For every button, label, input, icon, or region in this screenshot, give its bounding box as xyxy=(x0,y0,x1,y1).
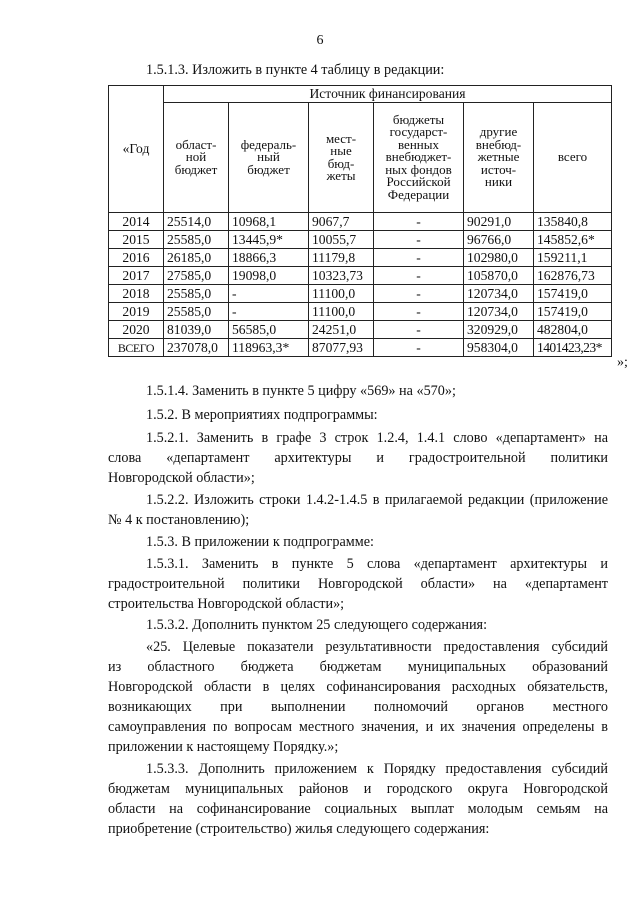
year-cell: 2017 xyxy=(109,267,164,285)
text-line: области на софинансирование социальных выплат молодым семьям на xyxy=(108,801,608,817)
other-cell: 96766,0 xyxy=(464,231,534,249)
year-cell: 2016 xyxy=(109,249,164,267)
federal-cell: 18866,3 xyxy=(229,249,309,267)
local-cell: 10323,73 xyxy=(309,267,374,285)
table-row xyxy=(109,339,612,357)
funds-cell: - xyxy=(374,249,464,267)
total-cell: 157419,0 xyxy=(534,303,612,321)
year-cell: 2019 xyxy=(109,303,164,321)
total-cell: 157419,0 xyxy=(534,285,612,303)
table-closing-quote: »; xyxy=(617,355,628,370)
other-cell: 105870,0 xyxy=(464,267,534,285)
text-line: строительства Новгородской области»; xyxy=(108,596,345,612)
regional-cell: 81039,0 xyxy=(164,321,229,339)
other-cell: 102980,0 xyxy=(464,249,534,267)
regional-cell: 25585,0 xyxy=(164,303,229,321)
other-cell: 120734,0 xyxy=(464,285,534,303)
table-row xyxy=(109,249,612,267)
header-source: Источник финансирования xyxy=(164,86,612,103)
funds-cell: - xyxy=(374,231,464,249)
local-cell: 87077,93 xyxy=(309,339,374,357)
table-row xyxy=(109,321,612,339)
other-cell: 320929,0 xyxy=(464,321,534,339)
regional-cell: 25585,0 xyxy=(164,231,229,249)
total-cell: 145852,6* xyxy=(534,231,612,249)
funds-cell: - xyxy=(374,303,464,321)
local-cell: 9067,7 xyxy=(309,213,374,231)
header-local xyxy=(309,103,374,213)
text-line: 1.5.3.2. Дополнить пунктом 25 следующего содержания: xyxy=(146,617,488,633)
total-cell: 482804,0 xyxy=(534,321,612,339)
text-line: «25. Целевые показатели результативности предоставления субсидий xyxy=(146,639,608,655)
text-line: Новгородской области»; xyxy=(108,470,255,486)
local-cell: 24251,0 xyxy=(309,321,374,339)
header-federal-text: федераль- ный бюджет xyxy=(240,136,297,177)
funds-cell: - xyxy=(374,321,464,339)
funds-cell: - xyxy=(374,285,464,303)
year-cell: 2014 xyxy=(109,213,164,231)
header-regional-text: област- ной бюджет xyxy=(174,136,218,177)
text-line: 1.5.3.1. Заменить в пункте 5 слова «департамент архитектуры и xyxy=(146,556,608,572)
federal-cell: 56585,0 xyxy=(229,321,309,339)
other-cell: 120734,0 xyxy=(464,303,534,321)
regional-cell: 25585,0 xyxy=(164,285,229,303)
text-line: из областного бюджета бюджетам муниципальных образований xyxy=(108,659,608,675)
local-cell: 11100,0 xyxy=(309,285,374,303)
financing-table xyxy=(108,85,612,357)
total-cell: 162876,73 xyxy=(534,267,612,285)
table-row xyxy=(109,285,612,303)
total-cell: 135840,8 xyxy=(534,213,612,231)
total-cell: 1401423,23* xyxy=(534,339,612,357)
federal-cell: - xyxy=(229,285,309,303)
page-number: 6 xyxy=(316,33,324,48)
local-cell: 11100,0 xyxy=(309,303,374,321)
text-line: 1.5.3.3. Дополнить приложением к Порядку предоставления субсидий xyxy=(146,761,608,777)
regional-cell: 27585,0 xyxy=(164,267,229,285)
text-line: 1.5.3. В приложении к подпрограмме: xyxy=(146,534,374,550)
text-line: приложении к настоящему Порядку.»; xyxy=(108,739,339,755)
other-cell: 958304,0 xyxy=(464,339,534,357)
header-other xyxy=(464,103,534,213)
text-line: бюджетам муниципальных районов и городского округа Новгородской xyxy=(108,781,608,797)
text-line: градостроительной политики Новгородской области» на «департамент xyxy=(108,576,608,592)
header-year: «Год xyxy=(109,86,164,213)
text-line: возникающих при выполнении полномочий органов местного xyxy=(108,699,608,715)
text-line: 1.5.2.1. Заменить в графе 3 строк 1.2.4, 1.4.1 слово «департамент» на xyxy=(146,430,608,446)
header-local-text: мест- ные бюд- жеты xyxy=(325,130,357,183)
text-line: приобретение (строительство) жилья следующего содержания: xyxy=(108,821,490,837)
text-line: 1.5.1.4. Заменить в пункте 5 цифру «569» на «570»; xyxy=(146,383,456,399)
year-cell: 2015 xyxy=(109,231,164,249)
federal-cell: - xyxy=(229,303,309,321)
header-total-text: всего xyxy=(557,149,588,165)
header-funds-text: бюджеты государст- венных внебюджет- ных фондов Российской Федерации xyxy=(385,111,452,202)
text-line: слова «департамент архитектуры и градостроительной политики xyxy=(108,450,608,466)
text-line: самоуправления по вопросам местного значения, и их значения определены в xyxy=(108,719,608,735)
header-other-text: другие внебюд- жетные источ- ники xyxy=(475,124,522,190)
header-funds xyxy=(374,103,464,213)
header-total xyxy=(534,103,612,213)
year-cell: 2020 xyxy=(109,321,164,339)
regional-cell: 237078,0 xyxy=(164,339,229,357)
header-regional xyxy=(164,103,229,213)
local-cell: 10055,7 xyxy=(309,231,374,249)
header-federal xyxy=(229,103,309,213)
regional-cell: 26185,0 xyxy=(164,249,229,267)
text-line: 1.5.2. В мероприятиях подпрограммы: xyxy=(146,407,378,423)
text-line: № 4 к постановлению); xyxy=(108,512,250,528)
federal-cell: 10968,1 xyxy=(229,213,309,231)
table-row xyxy=(109,267,612,285)
federal-cell: 118963,3* xyxy=(229,339,309,357)
local-cell: 11179,8 xyxy=(309,249,374,267)
funds-cell: - xyxy=(374,267,464,285)
regional-cell: 25514,0 xyxy=(164,213,229,231)
table-row xyxy=(109,231,612,249)
table-row xyxy=(109,303,612,321)
table-row xyxy=(109,213,612,231)
funds-cell: - xyxy=(374,213,464,231)
other-cell: 90291,0 xyxy=(464,213,534,231)
text-line: 1.5.2.2. Изложить строки 1.4.2-1.4.5 в прилагаемой редакции (приложение xyxy=(146,492,608,508)
federal-cell: 19098,0 xyxy=(229,267,309,285)
text-line: Новгородской области в целях софинансирования расходных обязательств, xyxy=(108,679,608,695)
intro-paragraph: 1.5.1.3. Изложить в пункте 4 таблицу в редакции: xyxy=(146,62,445,78)
year-cell: 2018 xyxy=(109,285,164,303)
federal-cell: 13445,9* xyxy=(229,231,309,249)
total-cell: 159211,1 xyxy=(534,249,612,267)
funds-cell: - xyxy=(374,339,464,357)
year-cell: ВСЕГО xyxy=(109,339,164,357)
